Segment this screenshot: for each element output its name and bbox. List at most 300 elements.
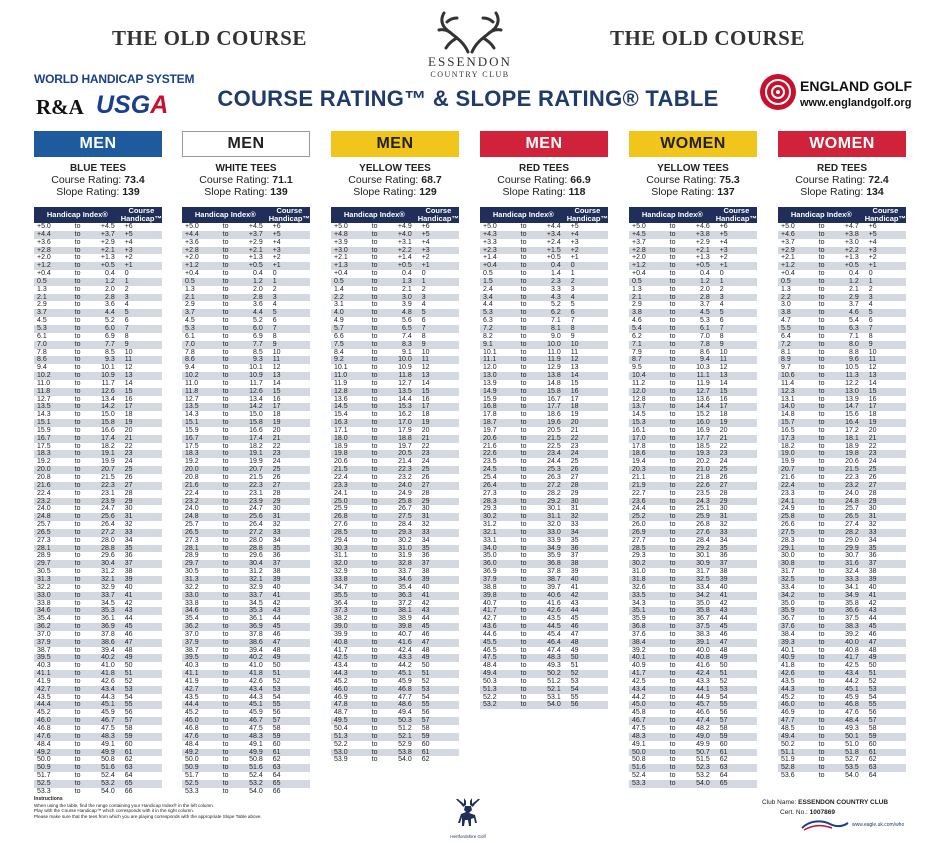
- course-handicap: 54: [121, 694, 162, 702]
- index-low: 17.0: [629, 435, 664, 443]
- index-low: 8.2: [480, 333, 515, 341]
- course-handicap: 21: [567, 427, 608, 435]
- table-row: [182, 247, 310, 255]
- index-high: 54.0: [234, 788, 269, 796]
- range-to: to: [217, 654, 234, 662]
- index-low: 43.4: [331, 662, 366, 670]
- index-high: 12.6: [234, 388, 269, 396]
- range-to: to: [217, 231, 234, 239]
- index-low: +3.6: [182, 239, 217, 247]
- course-handicap: 13: [865, 372, 906, 380]
- england-golf-url[interactable]: www.englandgolf.org: [800, 97, 912, 109]
- range-to: to: [366, 631, 383, 639]
- index-low: 12.0: [480, 364, 515, 372]
- index-high: 35.9: [532, 552, 567, 560]
- range-to: to: [813, 513, 830, 521]
- course-handicap: 58: [716, 725, 757, 733]
- range-to: to: [813, 741, 830, 749]
- table-row: [34, 780, 162, 788]
- index-high: 30.1: [681, 552, 716, 560]
- index-high: 24.0: [383, 482, 418, 490]
- range-to: to: [366, 529, 383, 537]
- table-row: [480, 560, 608, 568]
- index-low: 28.9: [182, 552, 217, 560]
- index-high: 11.9: [532, 356, 567, 364]
- index-low: 14.0: [778, 403, 813, 411]
- range-to: to: [69, 639, 86, 647]
- index-low: 18.3: [182, 450, 217, 458]
- course-handicap: 17: [121, 403, 162, 411]
- index-high: 25.1: [681, 505, 716, 513]
- course-handicap: 7: [418, 325, 459, 333]
- table-row: [331, 333, 459, 341]
- course-handicap: 9: [865, 341, 906, 349]
- index-high: 41.0: [234, 662, 269, 670]
- table-row: [34, 623, 162, 631]
- index-low: 11.0: [331, 372, 366, 380]
- course-handicap: 51: [865, 670, 906, 678]
- course-handicap: 18: [865, 411, 906, 419]
- range-to: to: [217, 223, 234, 231]
- index-low: 38.7: [34, 647, 69, 655]
- course-handicap: 16: [567, 388, 608, 396]
- index-low: 53.3: [629, 780, 664, 788]
- index-low: 20.6: [480, 435, 515, 443]
- range-to: to: [69, 247, 86, 255]
- range-to: to: [366, 411, 383, 419]
- index-low: 27.3: [480, 490, 515, 498]
- index-high: 45.9: [234, 709, 269, 717]
- range-to: to: [664, 772, 681, 780]
- range-to: to: [366, 552, 383, 560]
- range-to: to: [664, 278, 681, 286]
- index-high: 54.0: [830, 772, 865, 780]
- range-to: to: [69, 356, 86, 364]
- course-handicap: 30: [865, 505, 906, 513]
- index-low: 25.0: [331, 498, 366, 506]
- range-to: to: [366, 372, 383, 380]
- index-high: 13.9: [830, 396, 865, 404]
- course-handicap: 24: [121, 458, 162, 466]
- course-handicap: 42: [269, 600, 310, 608]
- table-row: [480, 686, 608, 694]
- index-high: 33.0: [532, 529, 567, 537]
- course-handicap: 17: [865, 403, 906, 411]
- index-low: +3.7: [629, 239, 664, 247]
- table-row: [182, 294, 310, 302]
- course-handicap: 21: [716, 435, 757, 443]
- index-low: 19.2: [182, 458, 217, 466]
- index-high: 6.9: [234, 333, 269, 341]
- index-low: 38.4: [629, 639, 664, 647]
- index-high: 10.3: [681, 364, 716, 372]
- range-to: to: [217, 498, 234, 506]
- index-low: 4.5: [34, 317, 69, 325]
- course-handicap: 37: [865, 560, 906, 568]
- index-high: 2.8: [681, 294, 716, 302]
- table-row: [182, 592, 310, 600]
- cert-line: [780, 809, 835, 816]
- range-to: to: [813, 764, 830, 772]
- index-low: 19.0: [778, 450, 813, 458]
- course-handicap: 47: [716, 639, 757, 647]
- course-handicap: 45: [865, 623, 906, 631]
- index-high: 32.1: [234, 576, 269, 584]
- index-high: 36.9: [234, 623, 269, 631]
- index-high: 41.8: [86, 670, 121, 678]
- index-low: +0.4: [331, 270, 366, 278]
- index-low: 51.3: [480, 686, 515, 694]
- table-row: [34, 490, 162, 498]
- course-handicap: 36: [865, 552, 906, 560]
- index-low: 50.9: [34, 764, 69, 772]
- index-high: 8.8: [830, 349, 865, 357]
- index-high: 42.5: [830, 662, 865, 670]
- course-handicap: 41: [716, 592, 757, 600]
- range-to: to: [217, 325, 234, 333]
- index-low: 49.4: [778, 733, 813, 741]
- course-handicap: +2: [567, 247, 608, 255]
- course-handicap: 65: [121, 780, 162, 788]
- table-row: [182, 474, 310, 482]
- index-high: 32.1: [86, 576, 121, 584]
- course-handicap: 18: [567, 403, 608, 411]
- range-to: to: [366, 647, 383, 655]
- course-handicap: 32: [567, 513, 608, 521]
- index-low: 48.4: [34, 741, 69, 749]
- table-row: [331, 552, 459, 560]
- index-low: +2.0: [34, 254, 69, 262]
- index-low: 20.0: [34, 466, 69, 474]
- index-low: 4.6: [629, 317, 664, 325]
- course-handicap: 41: [567, 584, 608, 592]
- course-handicap: 12: [716, 364, 757, 372]
- range-to: to: [813, 607, 830, 615]
- table-row: [629, 254, 757, 262]
- table-row: [182, 380, 310, 388]
- range-to: to: [664, 411, 681, 419]
- slope-rating-value: 139: [122, 186, 140, 198]
- gender-header: MEN: [480, 131, 608, 157]
- course-handicap: 35: [121, 545, 162, 553]
- table-row: [182, 694, 310, 702]
- club-subtitle: COUNTRY CLUB: [430, 70, 510, 79]
- index-low: +3.6: [34, 239, 69, 247]
- index-low: 20.8: [182, 474, 217, 482]
- course-handicap: 57: [418, 717, 459, 725]
- index-high: 41.6: [681, 662, 716, 670]
- range-to: to: [813, 372, 830, 380]
- index-low: 15.1: [182, 419, 217, 427]
- range-to: to: [69, 450, 86, 458]
- range-to: to: [366, 670, 383, 678]
- range-to: to: [217, 717, 234, 725]
- range-to: to: [69, 764, 86, 772]
- table-row: [34, 349, 162, 357]
- index-high: 37.5: [681, 623, 716, 631]
- course-handicap: 58: [269, 725, 310, 733]
- index-high: 11.1: [681, 372, 716, 380]
- index-high: 45.7: [681, 701, 716, 709]
- range-to: to: [664, 388, 681, 396]
- range-to: to: [515, 701, 532, 709]
- course-handicap: +3: [567, 239, 608, 247]
- club-name-line: [762, 799, 888, 806]
- range-to: to: [813, 223, 830, 231]
- range-to: to: [813, 498, 830, 506]
- index-high: 20.7: [86, 466, 121, 474]
- course-handicap: +3: [269, 247, 310, 255]
- table-row: [182, 301, 310, 309]
- course-handicap: 37: [418, 560, 459, 568]
- table-row: [778, 764, 906, 772]
- range-to: to: [664, 498, 681, 506]
- course-handicap: 1: [269, 278, 310, 286]
- range-to: to: [69, 435, 86, 443]
- index-high: 16.6: [234, 427, 269, 435]
- table-row: [182, 419, 310, 427]
- course-rating-value: 68.7: [421, 174, 442, 186]
- table-row: [34, 388, 162, 396]
- course-handicap: 6: [121, 317, 162, 325]
- table-row: [629, 349, 757, 357]
- table-row: [34, 764, 162, 772]
- index-high: 28.0: [86, 537, 121, 545]
- slope-rating-value: 134: [866, 186, 884, 198]
- range-to: to: [664, 247, 681, 255]
- range-to: to: [664, 694, 681, 702]
- course-handicap: 48: [567, 639, 608, 647]
- index-high: 36.6: [830, 607, 865, 615]
- index-high: 49.3: [532, 662, 567, 670]
- tee-column: [480, 131, 608, 709]
- range-to: to: [69, 239, 86, 247]
- index-high: 21.5: [532, 435, 567, 443]
- table-row: [778, 607, 906, 615]
- course-handicap: 17: [418, 403, 459, 411]
- course-handicap: 6: [716, 317, 757, 325]
- range-to: to: [366, 592, 383, 600]
- index-high: +2.4: [532, 239, 567, 247]
- table-row: [629, 301, 757, 309]
- index-low: 37.0: [182, 631, 217, 639]
- table-row: [182, 403, 310, 411]
- index-low: 30.2: [480, 513, 515, 521]
- table-row: [331, 419, 459, 427]
- course-handicap: 9: [567, 333, 608, 341]
- index-high: 31.0: [383, 545, 418, 553]
- table-row: [182, 317, 310, 325]
- index-low: 53.9: [331, 756, 366, 764]
- range-to: to: [69, 388, 86, 396]
- course-handicap: 32: [716, 521, 757, 529]
- index-low: 26.9: [629, 529, 664, 537]
- index-high: 37.8: [532, 568, 567, 576]
- range-to: to: [515, 239, 532, 247]
- egc-url[interactable]: www.eagle.uk.com/who: [852, 822, 905, 828]
- index-low: 33.8: [331, 576, 366, 584]
- range-to: to: [515, 607, 532, 615]
- course-handicap: 42: [865, 600, 906, 608]
- table-row: [331, 372, 459, 380]
- course-handicap: 24: [269, 458, 310, 466]
- range-to: to: [69, 317, 86, 325]
- index-low: 3.4: [480, 294, 515, 302]
- table-row: [778, 356, 906, 364]
- course-handicap: 25: [269, 466, 310, 474]
- range-to: to: [69, 670, 86, 678]
- range-to: to: [366, 490, 383, 498]
- index-high: 28.4: [681, 537, 716, 545]
- index-low: 7.0: [34, 341, 69, 349]
- index-low: 30.5: [34, 568, 69, 576]
- table-row: [182, 450, 310, 458]
- range-to: to: [217, 380, 234, 388]
- course-handicap: 25: [716, 466, 757, 474]
- course-handicap: 50: [418, 662, 459, 670]
- index-low: 18.7: [480, 419, 515, 427]
- range-to: to: [366, 380, 383, 388]
- table-row: [778, 615, 906, 623]
- course-handicap: 16: [269, 396, 310, 404]
- index-low: 4.4: [480, 301, 515, 309]
- course-handicap: 18: [716, 411, 757, 419]
- range-to: to: [217, 458, 234, 466]
- table-row: [629, 772, 757, 780]
- course-handicap: 27: [418, 482, 459, 490]
- index-low: 11.8: [34, 388, 69, 396]
- course-handicap: 23: [567, 443, 608, 451]
- table-row: [331, 529, 459, 537]
- course-handicap: 50: [567, 654, 608, 662]
- table-row: [182, 411, 310, 419]
- instructions-line: When using the table, find the range containing your Handicap Index® in the left column.: [34, 802, 215, 808]
- handicap-table: [629, 207, 757, 788]
- course-handicap: 22: [269, 443, 310, 451]
- course-handicap: 12: [269, 364, 310, 372]
- range-to: to: [664, 615, 681, 623]
- range-to: to: [217, 584, 234, 592]
- page-title: COURSE RATING™ & SLOPE RATING® TABLE: [217, 86, 719, 111]
- course-handicap: 4: [567, 294, 608, 302]
- index-high: +0.5: [681, 262, 716, 270]
- index-high: 43.5: [532, 615, 567, 623]
- range-to: to: [217, 435, 234, 443]
- table-row: [182, 545, 310, 553]
- index-high: 4.8: [383, 309, 418, 317]
- index-low: 21.1: [629, 474, 664, 482]
- course-handicap: +5: [865, 231, 906, 239]
- range-to: to: [664, 239, 681, 247]
- index-high: 42.4: [383, 647, 418, 655]
- range-to: to: [69, 364, 86, 372]
- table-row: [331, 482, 459, 490]
- index-low: 0.5: [34, 278, 69, 286]
- index-high: 38.6: [234, 639, 269, 647]
- course-handicap: 55: [121, 701, 162, 709]
- handicap-table: [480, 207, 608, 709]
- index-low: 15.9: [34, 427, 69, 435]
- course-handicap: 55: [865, 701, 906, 709]
- table-row: [34, 450, 162, 458]
- course-handicap: 40: [418, 584, 459, 592]
- course-handicap: 51: [418, 670, 459, 678]
- course-handicap: 4: [716, 301, 757, 309]
- index-high: 32.8: [383, 560, 418, 568]
- course-handicap: 11: [121, 356, 162, 364]
- range-to: to: [69, 380, 86, 388]
- table-row: [778, 223, 906, 231]
- table-row: [331, 443, 459, 451]
- table-row: [629, 545, 757, 553]
- index-low: 20.7: [778, 466, 813, 474]
- index-high: 5.2: [532, 301, 567, 309]
- range-to: to: [664, 427, 681, 435]
- index-high: 28.8: [234, 545, 269, 553]
- index-high: 27.4: [830, 521, 865, 529]
- index-low: 30.0: [778, 552, 813, 560]
- course-handicap: 39: [716, 576, 757, 584]
- table-row: [629, 600, 757, 608]
- table-row: [480, 364, 608, 372]
- course-handicap: 7: [567, 317, 608, 325]
- index-high: 48.3: [234, 733, 269, 741]
- tee-name: WHITE TEES: [215, 163, 277, 174]
- course-handicap: 31: [567, 505, 608, 513]
- index-high: 0.4: [681, 270, 716, 278]
- table-row: [331, 388, 459, 396]
- course-handicap: 28: [121, 490, 162, 498]
- course-rating-label: Course Rating:: [497, 174, 568, 186]
- table-row: [778, 647, 906, 655]
- index-high: 21.5: [830, 466, 865, 474]
- index-high: 35.3: [86, 607, 121, 615]
- table-row: [331, 239, 459, 247]
- range-to: to: [366, 686, 383, 694]
- table-row: [331, 678, 459, 686]
- index-low: 21.6: [778, 474, 813, 482]
- index-low: +2.8: [182, 247, 217, 255]
- table-row: [331, 592, 459, 600]
- course-handicap: 44: [269, 615, 310, 623]
- index-high: 40.2: [86, 654, 121, 662]
- index-low: 20.0: [182, 466, 217, 474]
- range-to: to: [69, 568, 86, 576]
- index-high: 31.9: [383, 552, 418, 560]
- index-high: 9.0: [532, 333, 567, 341]
- index-high: 18.9: [830, 443, 865, 451]
- course-handicap: 23: [865, 450, 906, 458]
- index-high: 2.0: [681, 286, 716, 294]
- course-handicap: 47: [418, 639, 459, 647]
- index-low: 46.0: [182, 717, 217, 725]
- course-handicap: 61: [716, 749, 757, 757]
- index-high: +2.9: [681, 239, 716, 247]
- index-high: 50.8: [86, 756, 121, 764]
- course-handicap: 45: [121, 623, 162, 631]
- course-handicap: 17: [269, 403, 310, 411]
- table-row: [480, 270, 608, 278]
- range-to: to: [813, 576, 830, 584]
- table-row: [480, 529, 608, 537]
- index-low: 32.1: [480, 529, 515, 537]
- range-to: to: [366, 388, 383, 396]
- index-high: 18.8: [383, 435, 418, 443]
- course-rating-label: Course Rating:: [199, 174, 270, 186]
- table-row: [629, 560, 757, 568]
- index-high: +2.1: [681, 247, 716, 255]
- table-row: [331, 498, 459, 506]
